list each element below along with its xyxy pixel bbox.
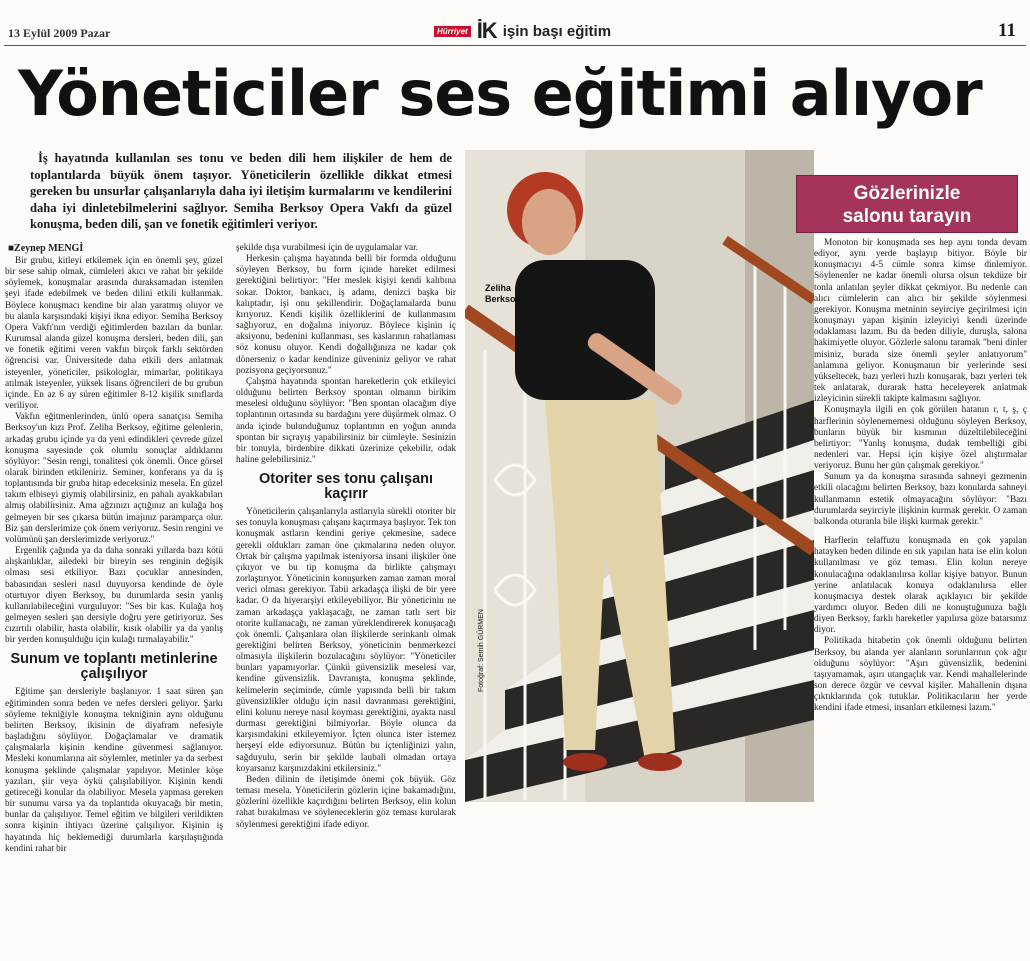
article-column-2 [236, 243, 456, 831]
issue-date: 13 Eylül 2009 Pazar [8, 26, 111, 40]
subheading: Otoriter ses tonu çalışanı kaçırır [258, 471, 434, 503]
caption-line: Zeliha [485, 283, 512, 293]
lead-paragraph: İş hayatında kullanılan ses tonu ve beden dili hem ilişkiler de hem de toplantılarda büyük önem taşıyor. Yöneticilerin özellikle dikkat etmesi gereken bu unsurlar çalışanlarıyla daha iyi iletişim kurmalarını ve kendilerini daha iyi dinletebilmelerini sağlıyor. Semiha Berksoy Opera Vakfı da güzel konuşma, beden dili, şan ve fonetik eğitimleri veriyor. [30, 151, 452, 231]
article-column-1 [5, 256, 223, 855]
sidebar-column [814, 238, 1027, 715]
staircase-photo-illustration [465, 150, 814, 802]
section-logo [434, 18, 611, 44]
section-name: işin başı eğitim [502, 22, 612, 40]
paragraph: Harflerin telaffuzu konuşmada en çok yapılan hatayken beden dilinde en sık yapılan hata ise elin kolun kullanılması ve göz teması. Elin kolun nereye konulacağına odaklanılırsa kollar kişiye batıyor. Bunun yerine anlatılacak konuya odaklanılırsa eller konuşmacıya destek olarak açıklayıcı bir şekilde yardımcı oluyor. Beden dili ne konuştuğunuza bağlı diyen Berksoy, farklı hareketler yapılırsa göze batarsınız diyor. [814, 536, 1027, 636]
paragraph: Çalışma hayatında spontan hareketlerin çok etkileyici olduğunu belirten Berksoy spontan olmanın birikim meselesi olduğunu söylüyor: "Ben spontan olacağım diye toplantının ortasında su bardağını yere düşürmek olmaz. O anda içinde bulunduğunuz toplantının en yoğun anında spontan bir sıçrayış yapabilirsiniz bir cümleyle. Sesinizin bir tonuyla, birdenbire dikkati üzerinize çekebilir, odak haline gelebilirsiniz." [236, 376, 456, 465]
photo-credit: Fotoğraf: Semih GÜRMEN [478, 609, 485, 692]
paragraph: Eğitime şan dersleriyle başlanıyor. 1 saat süren şan eğitiminden sonra beden ve nefes dersleri geliyor. Şarkı söyleme tekniğiyle konuşma tekniğinin aynı olduğunu belirten Berksoy, ikisinin de diyafram nefesiyle başladığını söylüyor. Doğaçlamalar ve dramatik çalışmalarla kişinin kendine güvenmesi sağlanıyor. Mesleki konumlarına ait söylemler, metinler ya da serbest konuşma şeklinde çalışmalar yapılıyor. Metinler köşe yazıları, şiir veya öykü çalışılabiliyor. Kişinin kendi getireceği konular da olabiliyor. Mesela yapması gereken bir sunumu varsa ya da toplantıda okuyacağı bir metin, bunlar da çalışılıyor. Temel eğitim ve bilgileri verildikten sonra kişinin ihtiyacı üzerine çalışılıyor. Kişinin iş hayatında hiç beklemediği durumlarla karşılaştığında kendini rahat bir [5, 687, 223, 854]
subheading: Sunum ve toplantı metinlerine çalışılıyor [10, 651, 218, 683]
photo-caption [485, 283, 521, 305]
paragraph: Politikada hitabetin çok önemli olduğunu belirten Berksoy, bu alanda yer alanların sorunlarının çok ağır olduğunu söylüyor: "Aşırı güvensizlik, bedenini taşıyamamak, aşırı utangaçlık var. Kendi mahallelerinde son derece özgür ve cevval kişiler. Mahallenin dışına çıktıklarında çok tutuklar. Politikacıların her yerde kendini ifade etmesi, insanları etkilemesi lazım." [814, 636, 1027, 714]
sidebar-title-line: Gözlerinizle [853, 183, 961, 204]
header-divider [4, 45, 1026, 46]
paragraph: Sunum ya da konuşma sırasında sahneyi gezmenin etkili olacağını belirten Berksoy, bazı konularda sahneyi kullanmanın estetik olmayacağını söylüyor: "Bazı durumlarda seyirciyle ilişkinin kurmak gerekir. O zaman balkonda oturanla bile ilişki kurmak gerekir." [814, 472, 1027, 527]
paragraph: Monoton bir konuşmada ses hep aynı tonda devam ediyor, aynı yerde başlayıp bitiyor. Böyle bir konuşmacıyı 4-5 cümle sonra kimse dinlemiyor. Söylenenler ne kadar önemli olursa olsun tekdüze bir tonla anlatılan şeyler dikkat çekmiyor. Bu nedenle can alıcı cümlelerin can alıcı bir şekilde söylenmesi gerekiyor. Konuşma metninin seyirciye geçirilmesi için konuşmayı yapan kişinin izleyiciyi kendi üzerinde odaklaması lazım. Bu da beden diliyle, duruşla, salona hakimiyetle oluyor. Gözlerle salonu taramak "beni dinler misiniz, burada size önemli şeyler anlatıyorum" anlamına geliyor. Konuşmanın bir yerlerinde sesi yükseltecek, bazı yerleri hızlı konuşarak, bazı yerleri tek tek anlatarak, durarak hatta heceleyerek anlatmak izleyicinin sürekli takipte kalmasını sağlıyor. [814, 238, 1027, 405]
portrait-photo [465, 150, 814, 802]
paragraph: Ergenlik çağında ya da daha sonraki yıllarda bazı kötü alışkanlıklar, ailedeki bir bireyin ses renginin değişik olması sesi etkiliyor. Bazı çocuklar annesinden, babasından sesleri nasıl duyuyorsa kendinde de öyle oturtuyor diyen Berksoy, bu durumlarda sesin yanlış kullanılabileceğini vurguluyor: "Ses bir kas. Kulağa hoş gelmeyen sesleri şan dersiyle doğru yere getiriyoruz. Ses cızırtılı olabilir, hasta olabilir, kısık olabilir ya da yanlış bir yerden konuşulduğu için kulağı tırmalayabilir." [5, 546, 223, 646]
paragraph: Vakfın eğitmenlerinden, ünlü opera sanatçısı Semiha Berksoy'un kızı Prof. Zeliha Berksoy, eğitime gelenlerin, arkadaş grubu içinde ya da yeni edindikleri çevrede güzel konuşma sayesinde çok olumlu sonuçlar aldıklarını söylüyor: "Sesin rengi, tonalitesi çok önemli. Önce görsel olarak birinden etkileniriz. Seminer, konferans ya da iş toplantısında bir gruba hitap edeceksiniz mesela. En güzel takım elbiseyi giymiş olabilirsiniz, en pahalı ayakkabıları almış olabilirsiniz. Ama ağzınızı açtığınız an kulağa hoş gelmeyen bir ses çıkarsa bütün imajınız paramparça olur. Biz şan derslerimize çok önem veriyoruz. Sesin rengini ve volümünü şan derslerimizde veriyoruz." [5, 412, 223, 545]
section-logo-mark: İK [476, 18, 497, 43]
caption-line: Berksoy [485, 294, 521, 304]
paragraph: Konuşmayla ilgili en çok görülen hatanın r, t, ş, ç harflerinin söylenememesi olduğunu söyleyen Berksoy, bunların büyük bir kısmının düzeltilebileceğini belirtiyor: "Yanlış konuşma, dudak tembelliği gibi nedenleri var. Hepsi için kişiye özel alıştırmalar veriyoruz. Bunu her gün çalışmak gerekiyor." [814, 405, 1027, 472]
sidebar-title-line: salonu tarayın [842, 206, 972, 227]
paragraph: Yöneticilerin çalışanlarıyla astlarıyla sürekli otoriter bir ses tonuyla konuşması çalışanı kaçırmaya başlıyor. Tek ton konuşmak astların kendini geriye çekmesine, sadece gerekli oldukları zaman öne çıkmalarına neden oluyor. Ortak bir çalışma yapılmak isteniyorsa insani ilişkiler öne çıkıyor ve bu tip konuşma da birlikte çalışmayı zorlaştırıyor. Yöneticinin konuşurken zaman zaman moral verici olması gerekiyor. Tabii arkadaşça ilişki de bir yere kadar. O da hiyerarşiyi etkileyebiliyor. Bir yöneticinin ne zaman arkadaşça yaklaşacağı, ne zaman tatlı sert bir otorite kullanacağı, ne zaman yüreklendirerek konuşacağı çok önemli. Çalışanlara olan ilişkilerde serinkanlı olmak gerektiğini belirten Berksoy, yöneticinin benmerkezci olmasıyla ilişkilerin bozulacağını söylüyor: "Yöneticiler bunları yapamıyorlar. Çünkü güvensizlik meselesi var, kendine güvensizlik. Davranışta, konuşma şeklinde, kelimelerin seçiminde, cümle yapısında belli bir takım güvensizlikler olduğu için nasıl davranması gerektiğini, elini kolunu nereye nasıl koyması gerektiğini, ayakta nasıl durması gerektiğini bilmiyorlar. Böyle olunca da karşısındakini etkileyemiyor. İçten olunca ister istemez herşeyi elde ediyorsunuz. Bütün bu içtenliğinizi yalın, sağduyulu, serin bir şekilde laubali olmadan ortaya koyarsanız karşınızdakini etkilersiniz." [236, 507, 456, 774]
headline: Yöneticiler ses eğitimi alıyor [18, 57, 982, 130]
paragraph: Herkesin çalışma hayatında belli bir formda olduğunu söyleyen Berksoy, bu form içinde hareket edilmesi gerektiğini belirtiyor: "Her meslek kişiyi kendi kalıbına sokar. Doktor, bankacı, iş adamı, denizci başka bir kalıptadır, işi onu şekillendirir. Doğaçlamalarda bunu kırıyoruz. Kendi kişilik özelliklerini de kullanmasını sağlıyoruz, en doğalına iniyoruz. Böylece kişinin iç aksiyonu, bedenini kullanması, ses kaslarının rahatlaması söz konusu oluyor. Kendi doğallığınıza ne kadar çok dönerseniz o kadar kendinize güveniniz geliyor ve rahat pozisyona geçiyorsunuz." [236, 254, 456, 376]
paragraph: Bir grubu, kitleyi etkilemek için en önemli şey, güzel bir sese sahip olmak, cümleleri akıcı ve rahat bir şekilde söylemek, konuşmalar arasında duraksamadan istenilen şeyi ifade edebilmek ve beden dilini etkili kullanmak. Böylece konuşmacı kendine bir alan yaratmış oluyor ve bu alanla karşısındaki kişiyi ikna ediyor. Semiha Berksoy Opera Vakfı'nın verdiği eğitimlerden bazıları da bunlar. Kurumsal alanda güzel konuşma dersleri, beden dili, şan ve fonetik eğitimi veren vakfın birçok farklı sektörden öğrencisi var. Üniversitede daha etkili ders anlatmak isteyenler, yöneticiler, psikologlar, mimarlar, politikaya atılmak isteyenler, yüksek lisans öğrencileri de bu grubun içinde. En az 6 ay süren eğitimler 8-12 kişilik sınıflarda veriliyor. [5, 256, 223, 412]
newspaper-brand: Hürriyet [434, 26, 471, 37]
sidebar-title-box [796, 175, 1018, 233]
byline: ■ Zeynep MENGİ [8, 243, 83, 254]
paragraph: Beden dilinin de iletişimde önemi çok büyük. Göz teması mesela. Yöneticilerin gözlerin içine bakamadığını, gözlerini özellikle kaçırdığını belirten Berksoy, elin kolun rahat bırakılması ve söyleneceklerin göz teması kurularak söylenmesi gerektiğini ifade ediyor. [236, 774, 456, 830]
paragraph: şekilde dışa vurabilmesi için de uygulamalar var. [236, 243, 419, 253]
page-number: 11 [998, 20, 1016, 41]
